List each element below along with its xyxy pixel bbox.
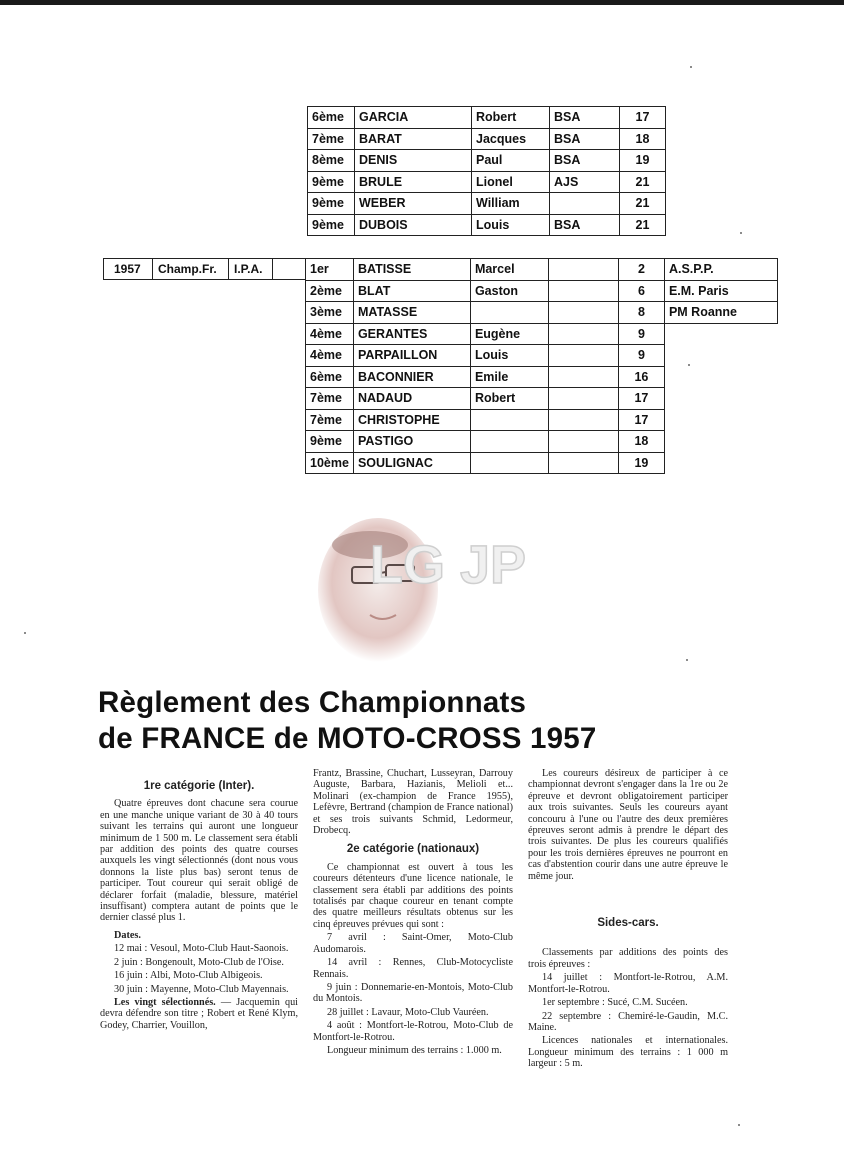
surname-cell: BRULE <box>355 171 472 193</box>
club-cell-empty <box>664 388 777 410</box>
firstname-cell: Robert <box>470 388 548 410</box>
points-cell: 19 <box>618 452 664 474</box>
points-cell: 8 <box>618 302 664 324</box>
surname-cell: BACONNIER <box>353 366 470 388</box>
col3-heading: Sides-cars. <box>597 917 659 930</box>
col2-date-2: 14 avril : Rennes, Club-Motocycliste Rennais. <box>313 957 513 980</box>
scan-speck <box>690 66 692 68</box>
club-cell-empty <box>664 323 777 345</box>
position-cell: 9ème <box>306 431 354 453</box>
surname-cell: DENIS <box>355 150 472 172</box>
header-row-1957 <box>103 258 306 280</box>
firstname-cell <box>470 431 548 453</box>
year-label: 1957 <box>114 262 141 276</box>
bike-cell <box>548 302 618 324</box>
table-row <box>306 323 778 345</box>
table-row <box>306 388 778 410</box>
surname-cell: GERANTES <box>353 323 470 345</box>
table-row <box>308 193 666 215</box>
col1-date-2: 2 juin : Bongenoult, Moto-Club de l'Oise. <box>114 956 284 968</box>
points-cell: 9 <box>618 323 664 345</box>
title-line-2: de FRANCE de MOTO-CROSS 1957 <box>98 722 597 755</box>
firstname-cell: Gaston <box>470 280 548 302</box>
points-cell: 6 <box>618 280 664 302</box>
points-cell: 16 <box>618 366 664 388</box>
points-cell: 2 <box>618 259 664 281</box>
surname-cell: CHRISTOPHE <box>353 409 470 431</box>
club-cell-empty <box>664 452 777 474</box>
points-cell: 18 <box>618 431 664 453</box>
surname-cell: GARCIA <box>355 107 472 129</box>
firstname-cell: Emile <box>470 366 548 388</box>
surname-cell: BATISSE <box>353 259 470 281</box>
category-label: I.P.A. <box>234 262 263 276</box>
position-cell: 9ème <box>308 214 355 236</box>
firstname-cell: Lionel <box>472 171 550 193</box>
firstname-cell <box>470 302 548 324</box>
surname-cell: MATASSE <box>353 302 470 324</box>
portrait-photo <box>300 515 527 665</box>
table-row <box>308 128 666 150</box>
bike-cell <box>548 388 618 410</box>
surname-cell: PASTIGO <box>353 431 470 453</box>
watermark-text: LG JP <box>369 535 527 595</box>
scan-speck <box>688 364 690 366</box>
bike-cell <box>548 409 618 431</box>
position-cell: 10ème <box>306 452 354 474</box>
table-row <box>308 214 666 236</box>
points-cell: 21 <box>620 193 666 215</box>
bike-cell: AJS <box>550 171 620 193</box>
points-cell: 21 <box>620 214 666 236</box>
col3-date-3: 22 septembre : Chemiré-le-Gaudin, M.C. Maine. <box>528 1010 728 1033</box>
surname-cell: BLAT <box>353 280 470 302</box>
firstname-cell: Louis <box>472 214 550 236</box>
col1-selected <box>100 997 298 1031</box>
bike-cell <box>548 452 618 474</box>
col2-date-5: 4 août : Montfort-le-Rotrou, Moto-Club de Montfort-le-Rotrou. <box>313 1020 513 1043</box>
table-row <box>306 280 778 302</box>
firstname-cell <box>470 452 548 474</box>
position-cell: 7ème <box>306 388 354 410</box>
bike-cell <box>548 259 618 281</box>
col3-paragraph-1: Les coureurs désireux de participer à ce championnat devront s'engager dans la 1re ou 2e épreuve et devront obligatoirement participer aux trois suivantes. Seuls les coureurs ayant concouru à l'une ou l'autre des deux premières épreuves seront admis à prendre le départ des trois suivantes. De plus les coureurs qualifiés pour les trois dernières épreuves ne pourront en cas d'abstention courir dans une autre épreuve le même jour. <box>528 768 728 882</box>
bike-cell <box>548 323 618 345</box>
scan-speck <box>738 1124 740 1126</box>
firstname-cell: Jacques <box>472 128 550 150</box>
table-row <box>306 409 778 431</box>
surname-cell: SOULIGNAC <box>353 452 470 474</box>
text-column-2 <box>313 768 513 1058</box>
points-cell: 17 <box>618 409 664 431</box>
club-cell-empty <box>664 345 777 367</box>
col1-date-3: 16 juin : Albi, Moto-Club Albigeois. <box>114 970 263 982</box>
position-cell: 9ème <box>308 171 355 193</box>
points-cell: 17 <box>618 388 664 410</box>
col1-date-1: 12 mai : Vesoul, Moto-Club Haut-Saonois. <box>114 943 289 955</box>
club-cell: A.S.P.P. <box>664 259 777 281</box>
col2-date-4: 28 juillet : Lavaur, Moto-Club Vauréen. <box>327 1006 489 1018</box>
points-cell: 21 <box>620 171 666 193</box>
firstname-cell: William <box>472 193 550 215</box>
col2-paragraph-1: Frantz, Brassine, Chuchart, Lusseyran, Darrouy Auguste, Barbara, Hazianis, Melioli et... Molinari (ex-champion de France 1955), Lefèvre, Bertrand (champion de France national) et ses trois suivants Schmid, Ledormeur, Drobecq. <box>313 768 513 837</box>
points-cell: 18 <box>620 128 666 150</box>
col3-date-1: 14 juillet : Montfort-le-Rotrou, A.M. Montfort-le-Rotrou. <box>528 972 728 995</box>
club-cell-empty <box>664 409 777 431</box>
firstname-cell: Louis <box>470 345 548 367</box>
surname-cell: NADAUD <box>353 388 470 410</box>
col1-date-4: 30 juin : Mayenne, Moto-Club Mayennais. <box>114 983 289 995</box>
surname-cell: WEBER <box>355 193 472 215</box>
club-cell-empty <box>664 366 777 388</box>
bike-cell <box>548 431 618 453</box>
points-cell: 9 <box>618 345 664 367</box>
surname-cell: BARAT <box>355 128 472 150</box>
col1-dates-label: Dates. <box>114 929 141 941</box>
position-cell: 6ème <box>308 107 355 129</box>
table-row <box>306 259 778 281</box>
results-table-previous <box>307 106 666 236</box>
scan-speck <box>740 232 742 234</box>
firstname-cell: Paul <box>472 150 550 172</box>
position-cell: 1er <box>306 259 354 281</box>
table-row <box>306 302 778 324</box>
scan-speck <box>686 659 688 661</box>
col2-date-3: 9 juin : Donnemarie-en-Montois, Moto-Club du Montois. <box>313 981 513 1005</box>
championship-label: Champ.Fr. <box>158 262 217 276</box>
bike-cell <box>548 345 618 367</box>
table-row <box>306 366 778 388</box>
firstname-cell <box>470 409 548 431</box>
bike-cell: BSA <box>550 150 620 172</box>
col2-paragraph-2: Ce championnat est ouvert à tous les coureurs détenteurs d'une licence nationale, le classement sera établi par additions des points totalisés par chaque coureur en tenant compte des quatre meilleurs résultats obtenus sur les cinq épreuves prévues qui sont : <box>313 861 513 930</box>
table-row <box>306 452 778 474</box>
col3-date-2: 1er septembre : Sucé, C.M. Sucéen. <box>542 997 688 1009</box>
surname-cell: PARPAILLON <box>353 345 470 367</box>
bike-cell <box>550 193 620 215</box>
col2-heading: 2e catégorie (nationaux) <box>346 843 480 856</box>
firstname-cell: Eugène <box>470 323 548 345</box>
surname-cell: DUBOIS <box>355 214 472 236</box>
col1-selected-label: Les vingt sélectionnés. <box>114 996 216 1008</box>
bike-cell <box>548 280 618 302</box>
position-cell: 4ème <box>306 323 354 345</box>
bike-cell <box>548 366 618 388</box>
col2-date-1: 7 avril : Saint-Omer, Moto-Club Audomarois. <box>313 932 513 955</box>
col1-heading: 1re catégorie (Inter). <box>143 780 255 792</box>
text-column-1 <box>100 773 298 1033</box>
club-cell-empty <box>664 431 777 453</box>
col1-selected-text: — Jacquemin qui devra défendre son titre ; Robert et René Klym, Godey, Charrier, Vouillon, <box>100 996 298 1031</box>
table-row <box>306 345 778 367</box>
results-table-1957 <box>305 258 778 474</box>
bike-cell: BSA <box>550 107 620 129</box>
table-row <box>308 107 666 129</box>
position-cell: 6ème <box>306 366 354 388</box>
bike-cell: BSA <box>550 214 620 236</box>
club-cell: PM Roanne <box>664 302 777 324</box>
position-cell: 7ème <box>308 128 355 150</box>
position-cell: 7ème <box>306 409 354 431</box>
col1-paragraph: Quatre épreuves dont chacune sera courue en une manche unique variant de 30 à 40 tours suivant les terrains qui auront une longueur minimum de 1 500 m. Le classement sera établi par addition des points des quatre courses auxquels les vingt sélectionnés (dont nous vous donnons la liste plus bas) seront tenus de participer. Tout coureur qui serait obligé de déclarer forfait (maladie, blessure, matériel insuffisant) comptera autant de points que le dernier classé plus 1. <box>100 798 298 924</box>
table-row <box>308 171 666 193</box>
position-cell: 8ème <box>308 150 355 172</box>
bike-cell: BSA <box>550 128 620 150</box>
text-column-3 <box>528 768 728 1072</box>
firstname-cell: Marcel <box>470 259 548 281</box>
article-title <box>98 685 596 757</box>
title-line-1: Règlement des Championnats <box>98 686 527 719</box>
position-cell: 4ème <box>306 345 354 367</box>
points-cell: 19 <box>620 150 666 172</box>
scan-speck <box>24 632 26 634</box>
page-top-rule <box>0 0 844 5</box>
col2-paragraph-3: Longueur minimum des terrains : 1.000 m. <box>327 1044 502 1056</box>
club-cell: E.M. Paris <box>664 280 777 302</box>
position-cell: 9ème <box>308 193 355 215</box>
position-cell: 3ème <box>306 302 354 324</box>
table-row <box>308 150 666 172</box>
position-cell: 2ème <box>306 280 354 302</box>
points-cell: 17 <box>620 107 666 129</box>
table-row <box>306 431 778 453</box>
col3-paragraph-3: Licences nationales et internationales. Longueur minimum des terrains : 1 000 m largeur : 5 m. <box>528 1035 728 1070</box>
firstname-cell: Robert <box>472 107 550 129</box>
col3-paragraph-2: Classements par additions des points des trois épreuves : <box>528 947 728 970</box>
